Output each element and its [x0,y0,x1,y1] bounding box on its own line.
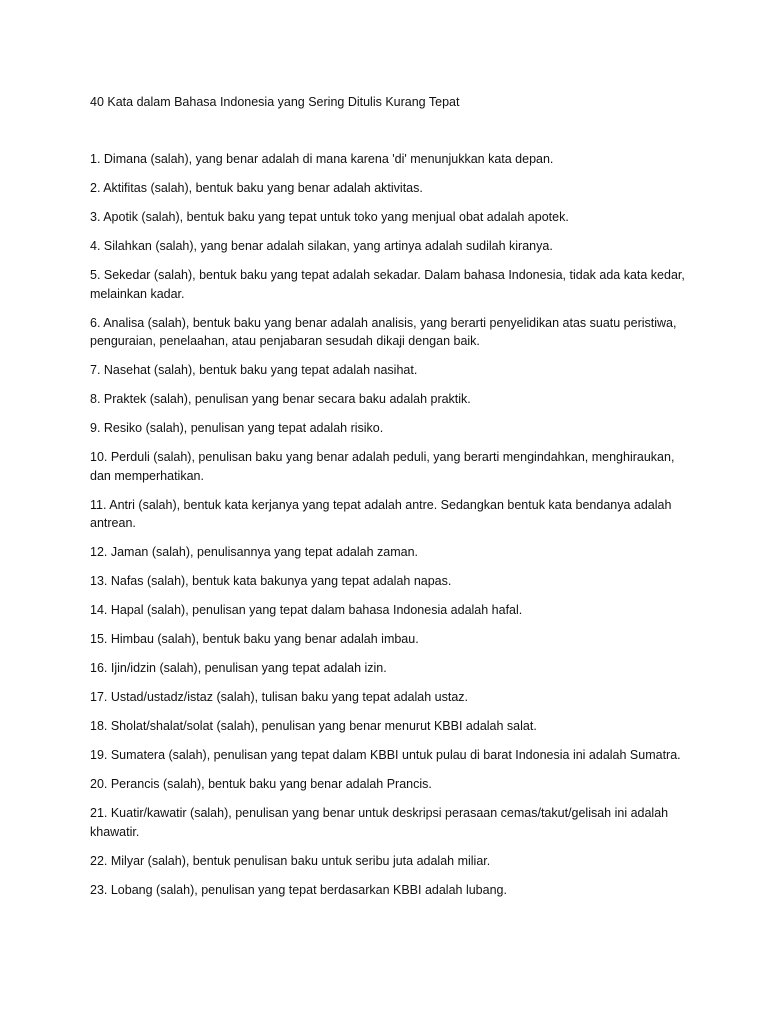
list-item: 10. Perduli (salah), penulisan baku yang benar adalah peduli, yang berarti mengindahkan, menghiraukan, dan memperhatikan. [90,450,675,483]
list-item: 6. Analisa (salah), bentuk baku yang benar adalah analisis, yang berarti penyelidikan atas suatu peristiwa, penguraian, penelaahan, atau penjabaran sesudah dikaji dengan baik. [90,315,677,348]
list-item: 14. Hapal (salah), penulisan yang tepat dalam bahasa Indonesia adalah hafal. [90,603,523,617]
list-item: 13. Nafas (salah), bentuk kata bakunya yang tepat adalah napas. [90,574,452,588]
list-item: 18. Sholat/shalat/solat (salah), penulisan yang benar menurut KBBI adalah salat. [90,719,537,733]
list-item: 19. Sumatera (salah), penulisan yang tepat dalam KBBI untuk pulau di barat Indonesia ini adalah Sumatra. [90,748,681,762]
list-item: 3. Apotik (salah), bentuk baku yang tepat untuk toko yang menjual obat adalah apotek. [90,210,569,224]
list-item: 7. Nasehat (salah), bentuk baku yang tepat adalah nasihat. [90,363,418,377]
list-item: 15. Himbau (salah), bentuk baku yang benar adalah imbau. [90,632,419,646]
list-item: 1. Dimana (salah), yang benar adalah di mana karena 'di' menunjukkan kata depan. [90,152,554,166]
list-item: 12. Jaman (salah), penulisannya yang tepat adalah zaman. [90,545,418,559]
list-item: 23. Lobang (salah), penulisan yang tepat berdasarkan KBBI adalah lubang. [90,882,507,897]
list-item: 8. Praktek (salah), penulisan yang benar secara baku adalah praktik. [90,392,471,406]
document-title: 40 Kata dalam Bahasa Indonesia yang Sering Ditulis Kurang Tepat [90,95,460,109]
list-item: 22. Milyar (salah), bentuk penulisan baku untuk seribu juta adalah miliar. [90,853,491,868]
list-item: 16. Ijin/idzin (salah), penulisan yang tepat adalah izin. [90,661,387,675]
list-item: 20. Perancis (salah), bentuk baku yang benar adalah Prancis. [90,777,432,791]
list-item: 9. Resiko (salah), penulisan yang tepat adalah risiko. [90,421,384,435]
list-item: 17. Ustad/ustadz/istaz (salah), tulisan baku yang tepat adalah ustaz. [90,690,469,704]
list-item: 5. Sekedar (salah), bentuk baku yang tepat adalah sekadar. Dalam bahasa Indonesia, tidak ada kata kedar, melainkan kadar. [90,268,685,301]
list-item: 21. Kuatir/kawatir (salah), penulisan yang benar untuk deskripsi perasaan cemas/takut/gelisah ini adalah khawatir. [90,806,669,839]
word-list [90,150,690,910]
list-item: 4. Silahkan (salah), yang benar adalah silakan, yang artinya adalah sudilah kiranya. [90,239,553,253]
list-item: 11. Antri (salah), bentuk kata kerjanya yang tepat adalah antre. Sedangkan bentuk kata bendanya adalah antrean. [90,497,672,530]
list-item: 2. Aktifitas (salah), bentuk baku yang benar adalah aktivitas. [90,181,423,195]
